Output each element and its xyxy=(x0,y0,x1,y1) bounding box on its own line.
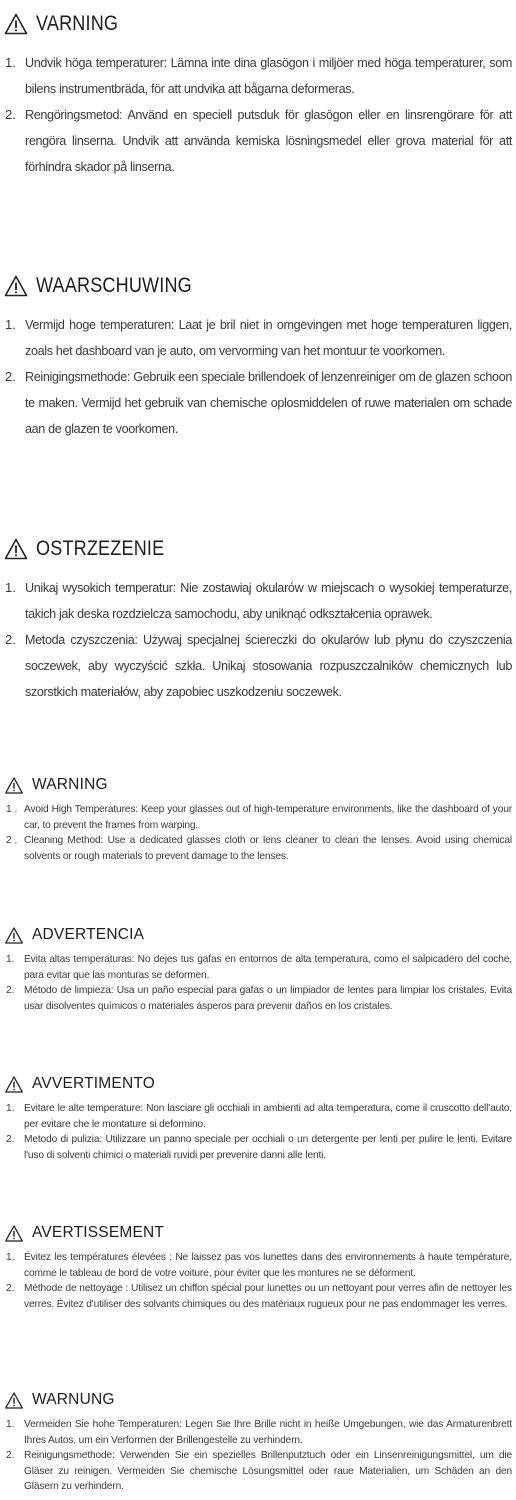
instruction-list xyxy=(4,952,512,1014)
warning-triangle-icon xyxy=(4,776,24,795)
warning-triangle-icon xyxy=(4,926,24,945)
instruction-list xyxy=(4,575,512,705)
section-heading xyxy=(4,1220,512,1246)
section-title: WAARSCHUWING xyxy=(36,274,192,297)
item-text: Méthode de nettoyage : Utilisez un chiffon spécial pour lunettes ou un nettoyant pour verres afin de nettoyer les verres. Évitez d'utiliser des solvants chimiques ou des matériaux rugueux pour ne pas endommager les verres. xyxy=(24,1283,512,1310)
warning-triangle-icon xyxy=(4,537,28,561)
list-item xyxy=(4,1448,512,1495)
warning-section-spanish xyxy=(0,922,516,1014)
instruction-list xyxy=(4,50,512,180)
section-title: ADVERTENCIA xyxy=(32,926,145,943)
item-text: Évitez les températures élevées : Ne laissez pas vos lunettes dans des environnements à haute température, comme le tableau de bord de votre voiture, pour éviter que les montures ne se déforment. xyxy=(24,1252,512,1279)
list-item xyxy=(4,364,512,442)
section-title: AVERTISSEMENT xyxy=(32,1224,165,1241)
item-text: Cleaning Method: Use a dedicated glasses cloth or lens cleaner to clean the lenses. Avoid using chemical solvents or rough materials to prevent damage to the lenses. xyxy=(24,835,512,862)
warning-triangle-icon xyxy=(4,1224,24,1243)
item-number: 1. xyxy=(6,1252,15,1263)
instruction-list xyxy=(4,312,512,442)
item-text: Reinigungsmethode: Verwenden Sie ein spezielles Brillenputztuch oder ein Linsenreinigungsmittel, um die Gläser zu reinigen. Vermeiden Sie chemische Lösungsmittel oder raue Materialien, um Schäden an den Gläsern zu verhindern. xyxy=(24,1450,512,1492)
item-text: Vermijd hoge temperaturen: Laat je bril niet in omgevingen met hoge temperaturen liggen, zoals het dashboard van je auto, om vervorming van het montuur te voorkomen. xyxy=(25,318,512,358)
list-item xyxy=(4,802,512,833)
instruction-list xyxy=(4,802,512,864)
warning-triangle-icon xyxy=(4,1391,24,1410)
warning-section-dutch xyxy=(0,268,516,442)
section-heading xyxy=(4,1071,512,1097)
list-item xyxy=(4,1132,512,1163)
item-text: Vermeiden Sie hohe Temperaturen: Legen Sie Ihre Brille nicht in heiße Umgebungen, wie das Armaturenbrett Ihres Autos, um ein Verformen der Brillengestelle zu verhindern. xyxy=(24,1419,512,1446)
warning-section-english xyxy=(0,772,516,864)
item-number: 2. xyxy=(5,369,16,384)
item-number: 2. xyxy=(6,1283,15,1294)
list-item xyxy=(4,1250,512,1281)
warning-section-french xyxy=(0,1220,516,1312)
item-text: Reinigingsmethode: Gebruik een speciale brillendoek of lenzenreiniger om de glazen schoon te maken. Vermijd het gebruik van chemische oplosmiddelen of ruwe materialen om schade aan de glazen te voorkomen. xyxy=(25,370,512,436)
item-number: 1 . xyxy=(6,804,18,815)
section-heading xyxy=(4,772,512,798)
section-heading xyxy=(4,1387,512,1413)
list-item xyxy=(4,833,512,864)
warning-section-italian xyxy=(0,1071,516,1163)
list-item xyxy=(4,312,512,364)
warning-triangle-icon xyxy=(4,274,28,298)
list-item xyxy=(4,1101,512,1132)
item-text: Metodo di pulizia: Utilizzare un panno speciale per occhiali o un detergente per lenti per pulire le lenti. Evitare l'uso di solventi chimici o materiali ruvidi per prevenire danni alle lenti. xyxy=(24,1134,512,1161)
warning-section-german xyxy=(0,1387,516,1495)
item-number: 1. xyxy=(6,954,15,965)
item-text: Undvik höga temperaturer: Lämna inte dina glasögon i miljöer med höga temperaturer, som bilens instrumentbräda, för att undvika att bågarna deformeras. xyxy=(25,56,512,96)
list-item xyxy=(4,50,512,102)
item-text: Unikaj wysokich temperatur: Nie zostawiaj okularów w miejscach o wysokiej temperaturze, takich jak deska rozdzielcza samochodu, aby uniknąć odkształcenia oprawek. xyxy=(25,581,512,621)
item-text: Evitare le alte temperature: Non lasciare gli occhiali in ambienti ad alta temperatura, come il cruscotto dell'auto, per evitare che le montature si deformino. xyxy=(24,1103,512,1130)
section-title: AVVERTIMENTO xyxy=(32,1075,155,1092)
list-item xyxy=(4,1281,512,1312)
warning-section-swedish xyxy=(0,6,516,180)
item-number: 2. xyxy=(6,1134,15,1145)
warning-section-polish xyxy=(0,531,516,705)
section-heading xyxy=(4,922,512,948)
item-number: 2. xyxy=(6,985,15,996)
list-item xyxy=(4,627,512,705)
item-number: 2. xyxy=(6,1450,15,1461)
item-number: 2 . xyxy=(6,835,18,846)
section-title: WARNING xyxy=(32,776,108,793)
section-title: OSTRZEZENIE xyxy=(36,537,165,560)
item-number: 1. xyxy=(6,1419,15,1430)
instruction-list xyxy=(4,1101,512,1163)
item-text: Evita altas temperaturas: No dejes tus gafas en entornos de alta temperatura, como el salpicadero del coche, para evitar que las monturas se deformen. xyxy=(24,954,512,981)
item-text: Método de limpieza: Usa un paño especial para gafas o un limpiador de lentes para limpiar los cristales. Evita usar disolventes químicos o materiales ásperos para prevenir daños en los cristales. xyxy=(24,985,512,1012)
item-text: Rengöringsmetod: Använd en speciell putsduk för glasögon eller en linsrengörare för att rengöra linserna. Undvik att använda kemiska lösningsmedel eller grova material för att förhindra skador på linserna. xyxy=(25,108,512,174)
list-item xyxy=(4,952,512,983)
item-number: 1. xyxy=(6,1103,15,1114)
list-item xyxy=(4,102,512,180)
instruction-list xyxy=(4,1250,512,1312)
instruction-list xyxy=(4,1417,512,1495)
warning-triangle-icon xyxy=(4,12,28,36)
section-heading xyxy=(4,531,512,567)
list-item xyxy=(4,983,512,1014)
list-item xyxy=(4,1417,512,1448)
item-number: 2. xyxy=(5,107,16,122)
item-text: Metoda czyszczenia: Używaj specjalnej ściereczki do okularów lub płynu do czyszczenia soczewek, aby wyczyścić szkła. Unikaj stosowania rozpuszczalników chemicznych lub szorstkich materiałów, aby zapobiec uszkodzeniu soczewek. xyxy=(25,633,512,699)
item-number: 1. xyxy=(5,55,16,70)
item-text: Avoid High Temperatures: Keep your glasses out of high-temperature environments, like the dashboard of your car, to prevent the frames from warping. xyxy=(24,804,512,831)
warning-triangle-icon xyxy=(4,1075,24,1094)
section-heading xyxy=(4,268,512,304)
list-item xyxy=(4,575,512,627)
section-title: VARNING xyxy=(36,12,119,35)
item-number: 2. xyxy=(5,632,16,647)
section-heading xyxy=(4,6,512,42)
item-number: 1. xyxy=(5,317,16,332)
item-number: 1. xyxy=(5,580,16,595)
section-title: WARNUNG xyxy=(32,1391,115,1408)
